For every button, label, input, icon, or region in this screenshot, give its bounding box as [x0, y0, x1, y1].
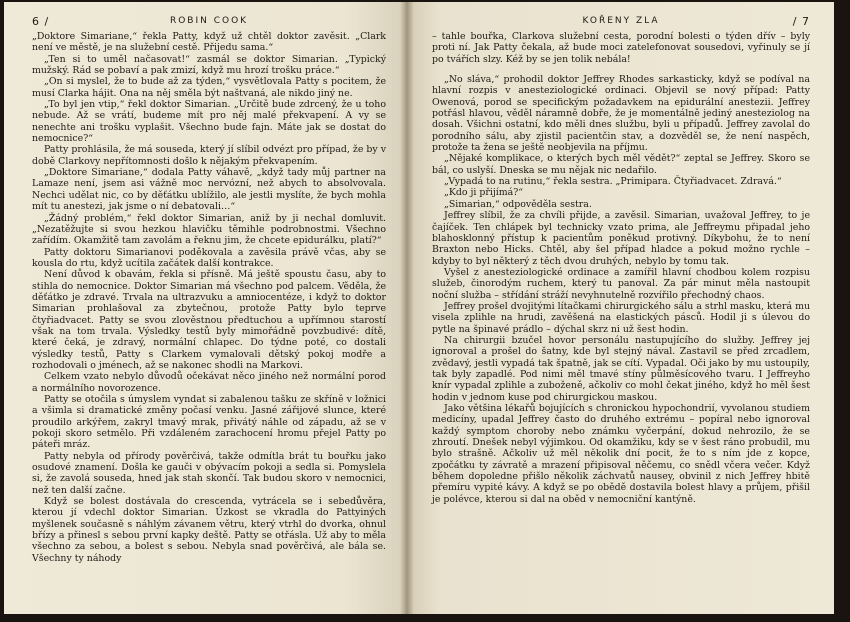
- paragraph: Vyšel z anesteziologické ordinace a zamířil hlavní chodbou kolem rozpisu služeb, činorodým ruchem, který tu panoval. Za pár minut měla nastoupit noční služba – střídání stráží nevyhnutelně rozvířilo přechodný chaos.: [432, 266, 810, 301]
- paragraph: Patty prohlásila, že má souseda, který jí slíbil odvézt pro případ, že by v době Clarkovy nepřítomnosti došlo k nějakým překvapením.: [32, 144, 386, 167]
- paragraph: „Simarian,“ odpověděla sestra.: [444, 198, 592, 210]
- paragraph: „Ten si to uměl načasovat!“ zasmál se doktor Simarian. „Typický mužský. Rád se pobaví a pak zmizí, když mu hrozí trošku práce.“: [32, 53, 386, 77]
- paragraph: „Doktore Simariane,“ řekla Patty, když už chtěl doktor zavěsit. „Clark není ve městě, je na služební cestě. Přijedu sama.“: [32, 31, 386, 54]
- right-page: [406, 2, 834, 614]
- paragraph: Jeffrey prošel dvojitými lítačkami chirurgického sálu a strhl masku, která mu visela zplihle na hrudi, zavěšená na elastických pásců. Hodil ji s úlevou do pytle na špinavé prádlo – dýchal skrz ni už šest hodin.: [432, 300, 810, 335]
- paragraph: „Doktore Simariane,“ dodala Patty váhavě, „když tady můj partner na Lamaze není, jsem asi vážně moc nervózní, než abych to absolvovala. Nechci udělat nic, co by děťátku ublížilo, ale jestli myslíte, že bych mohla mít tu anestezi, jak jsme o ní debatovali…“: [32, 167, 386, 213]
- paragraph: „To byl jen vtip,“ řekl doktor Simarian. „Určitě bude zdrcený, že u toho nebude. Až se vrátí, budeme mít pro něj malé překvapení. A vy se nenechte ani trošku vyplašit. Všechno bude fajn. Máte jak se dostat do nemocnice?“: [32, 99, 386, 145]
- paragraph: „Žádný problém,“ řekl doktor Simarian, aniž by ji nechal domluvit. „Nezatěžujte si svou hezkou hlavičku těmihle podrobnostmi. Všechno zařídím. Okamžitě tam zavolám a řeknu jim, že chcete epidurálku, platí?“: [32, 212, 386, 247]
- paragraph: „No sláva,“ prohodil doktor Jeffrey Rhodes sarkasticky, když se podíval na hlavní rozpis v anesteziologické ordinaci. Objevil se nový případ: Patty Owenová, porod se specifickým požadavkem na epidurální anestezii. Jeffrey potřásl hlavou, věděl náramně dobře, že je momentálně jediný anesteziolog na dosah. Všichni ostatní, kdo měli dnes službu, byli u případů. Jeffrey zavolal do porodního sálu, aby zjistil pacientčin stav, a dozvěděl se, že není naspěch, protože ta žena se ještě neobjevila na příjmu.: [432, 74, 810, 154]
- left-page-text: [32, 31, 386, 564]
- right-page-header: [432, 15, 810, 31]
- right-page-text: [432, 31, 810, 505]
- paragraph: Když se bolest dostávala do crescenda, vytrácela se i sebedůvěra, kterou jí vdechl doktor Simarian. Úzkost se vkradla do Pattyiných myšlenek současně s náhlým závanem větru, který vtrhl do dvorka, ohnul břízy a přinesl s sebou první kapky deště. Patty se otřásla. Už aby to měla všechno za sebou, a bolest s sebou. Nebyla snad pověrčivá, ale bála se. Všechny ty náhody: [32, 496, 386, 564]
- paragraph: Není důvod k obavám, řekla si přísně. Má ještě spoustu času, aby to stihla do nemocnice. Doktor Simarian má všechno pod palcem. Věděla, že děťátko je zdravé. Trvala na ultrazvuku a amniocentéze, i když to doktor Simarian prohlašoval za zbytečnou, protože Patty bylo teprve čtyřiadvacet. Patty se svou zlověstnou předtuchou a upřímnou starostí však na tom trvala. Výsledky testů byly mimořádně povzbudivé: dítě, které čeká, je zdravý, normální chlapec. Do týdne poté, co dostali výsledky testů, Patty s Clarkem vymalovali dětský pokoj modře a rozhodovali o jménech, až se nakonec shodli na Markovi.: [32, 269, 386, 371]
- paragraph: Na chirurgii bzučel hovor personálu nastupujícího do služby. Jeffrey jej ignoroval a prošel do šatny, kde byl stejný nával. Zastavil se před zrcadlem, zvědavý, jestli vypadá tak špatně, jak se cítí. Vypadal. Oči jako by mu ustoupily, tak byly zapadlé. Pod nimi měl tmavé stíny půlměsícového tvaru. I Jeffreyho knír vypadal zplihle a zuboženě, ačkoliv co mohl čekat jiného, když ho měl šest hodin v jednom kuse pod chirurgickou maskou.: [432, 334, 810, 403]
- paragraph: „Vypadá to na rutinu,“ řekla sestra. „Primipara. Čtyřiadvacet. Zdravá.“: [444, 176, 782, 188]
- paragraph: Celkem vzato nebylo důvodů očekávat něco jiného než normální porod a normálního novorozence.: [32, 371, 386, 394]
- left-running-head: ROBIN COOK: [169, 16, 249, 26]
- right-page-number: / 7: [792, 15, 810, 28]
- book-gutter: [400, 2, 414, 614]
- left-page: [4, 2, 406, 614]
- paragraph: „Nějaké komplikace, o kterých bych měl vědět?“ zeptal se Jeffrey. Skoro se bál, co uslyší. Dneska se mu nějak nic nedařilo.: [432, 153, 810, 176]
- paragraph: Patty se otočila s úmyslem vyndat si zabalenou tašku ze skříně v ložnici a všimla si dramatické změny počasí venku. Jasné zářijové slunce, které proudilo arkýřem, zakryl tmavý mrak, přivátý náhle od západu, až se v pokoji skoro setmělo. Při vzdáleném zarachocení hromu přejel Patty po páteři mráz.: [32, 394, 386, 451]
- paragraph: Patty doktoru Simarianovi poděkovala a zavěsila právě včas, aby se kousla do rtu, když ucítila začátek další kontrakce.: [32, 246, 386, 269]
- paragraph: Jeffrey slíbil, že za chvíli přijde, a zavěsil. Simarian, uvažoval Jeffrey, to je čajíček. Ten chlápek byl technicky vzato prima, ale Jeffreymu připadal jeho blahosklonný přístup k pacientům poněkud protivný. Díkybohu, že to není Braxton nebo Hicks. Chtěl, aby šel případ hladce a pokud možno rychle – kdyby to byl některý z těch dvou druhých, nebylo by tomu tak.: [432, 210, 810, 267]
- open-book: [4, 2, 834, 614]
- continuation-paragraph: – tahle bouřka, Clarkova služební cesta, porodní bolesti o týden dřív – byly proti ní. Jak Patty čekala, až bude moci zatelefonovat sousedovi, vyřinuly se jí po tvářích slzy. Kéž by se jen tolik nebála!: [432, 31, 810, 65]
- left-page-header: [32, 15, 386, 31]
- paragraph: Patty nebyla od přírody pověrčivá, takže odmítla brát tu bouřku jako osudové znamení. Došla ke gauči v obývacím pokoji a sedla si. Pomyslela si, že zavolá souseda, hned jak stah skončí. Tak budou skoro v nemocnici, než ten další začne.: [32, 450, 386, 496]
- right-running-head: KOŘENY ZLA: [582, 16, 660, 26]
- left-page-number: 6 /: [32, 15, 50, 28]
- paragraph: „Kdo ji přijímá?“: [444, 187, 524, 199]
- paragraph: Jako většina lékařů bojujících s chronickou hypochondrií, vyvolanou studiem medicíny, upadal Jeffrey často do druhého extrému – popíral nebo ignoroval každý symptom choroby nebo známku vyčerpání, dokud nehrozilo, že se zhroutí. Dnešek nebyl výjimkou. Od okamžiku, kdy se v šest ráno probudil, mu bylo strašně. Ačkoliv už měl několik dní pocit, že to s ním jde z kopce, zpočátku ty závratě a mrazení připisoval něčemu, co snědl včera večer. Když během dopoledne přišlo několik záchvatů nausey, obvinil z nich Jeffrey hbitě přemíru vypité kávy. A když se po obědě dostavila bolest hlavy a průjem, přišil je polévce, kterou si dal na oběd v nemocniční kantýně.: [432, 403, 810, 505]
- paragraph: „On si myslel, že to bude až za týden,“ vysvětlovala Patty s pocitem, že musí Clarka hájit. Ona na něj směla být naštvaná, ale nikdo jiný ne.: [32, 76, 386, 99]
